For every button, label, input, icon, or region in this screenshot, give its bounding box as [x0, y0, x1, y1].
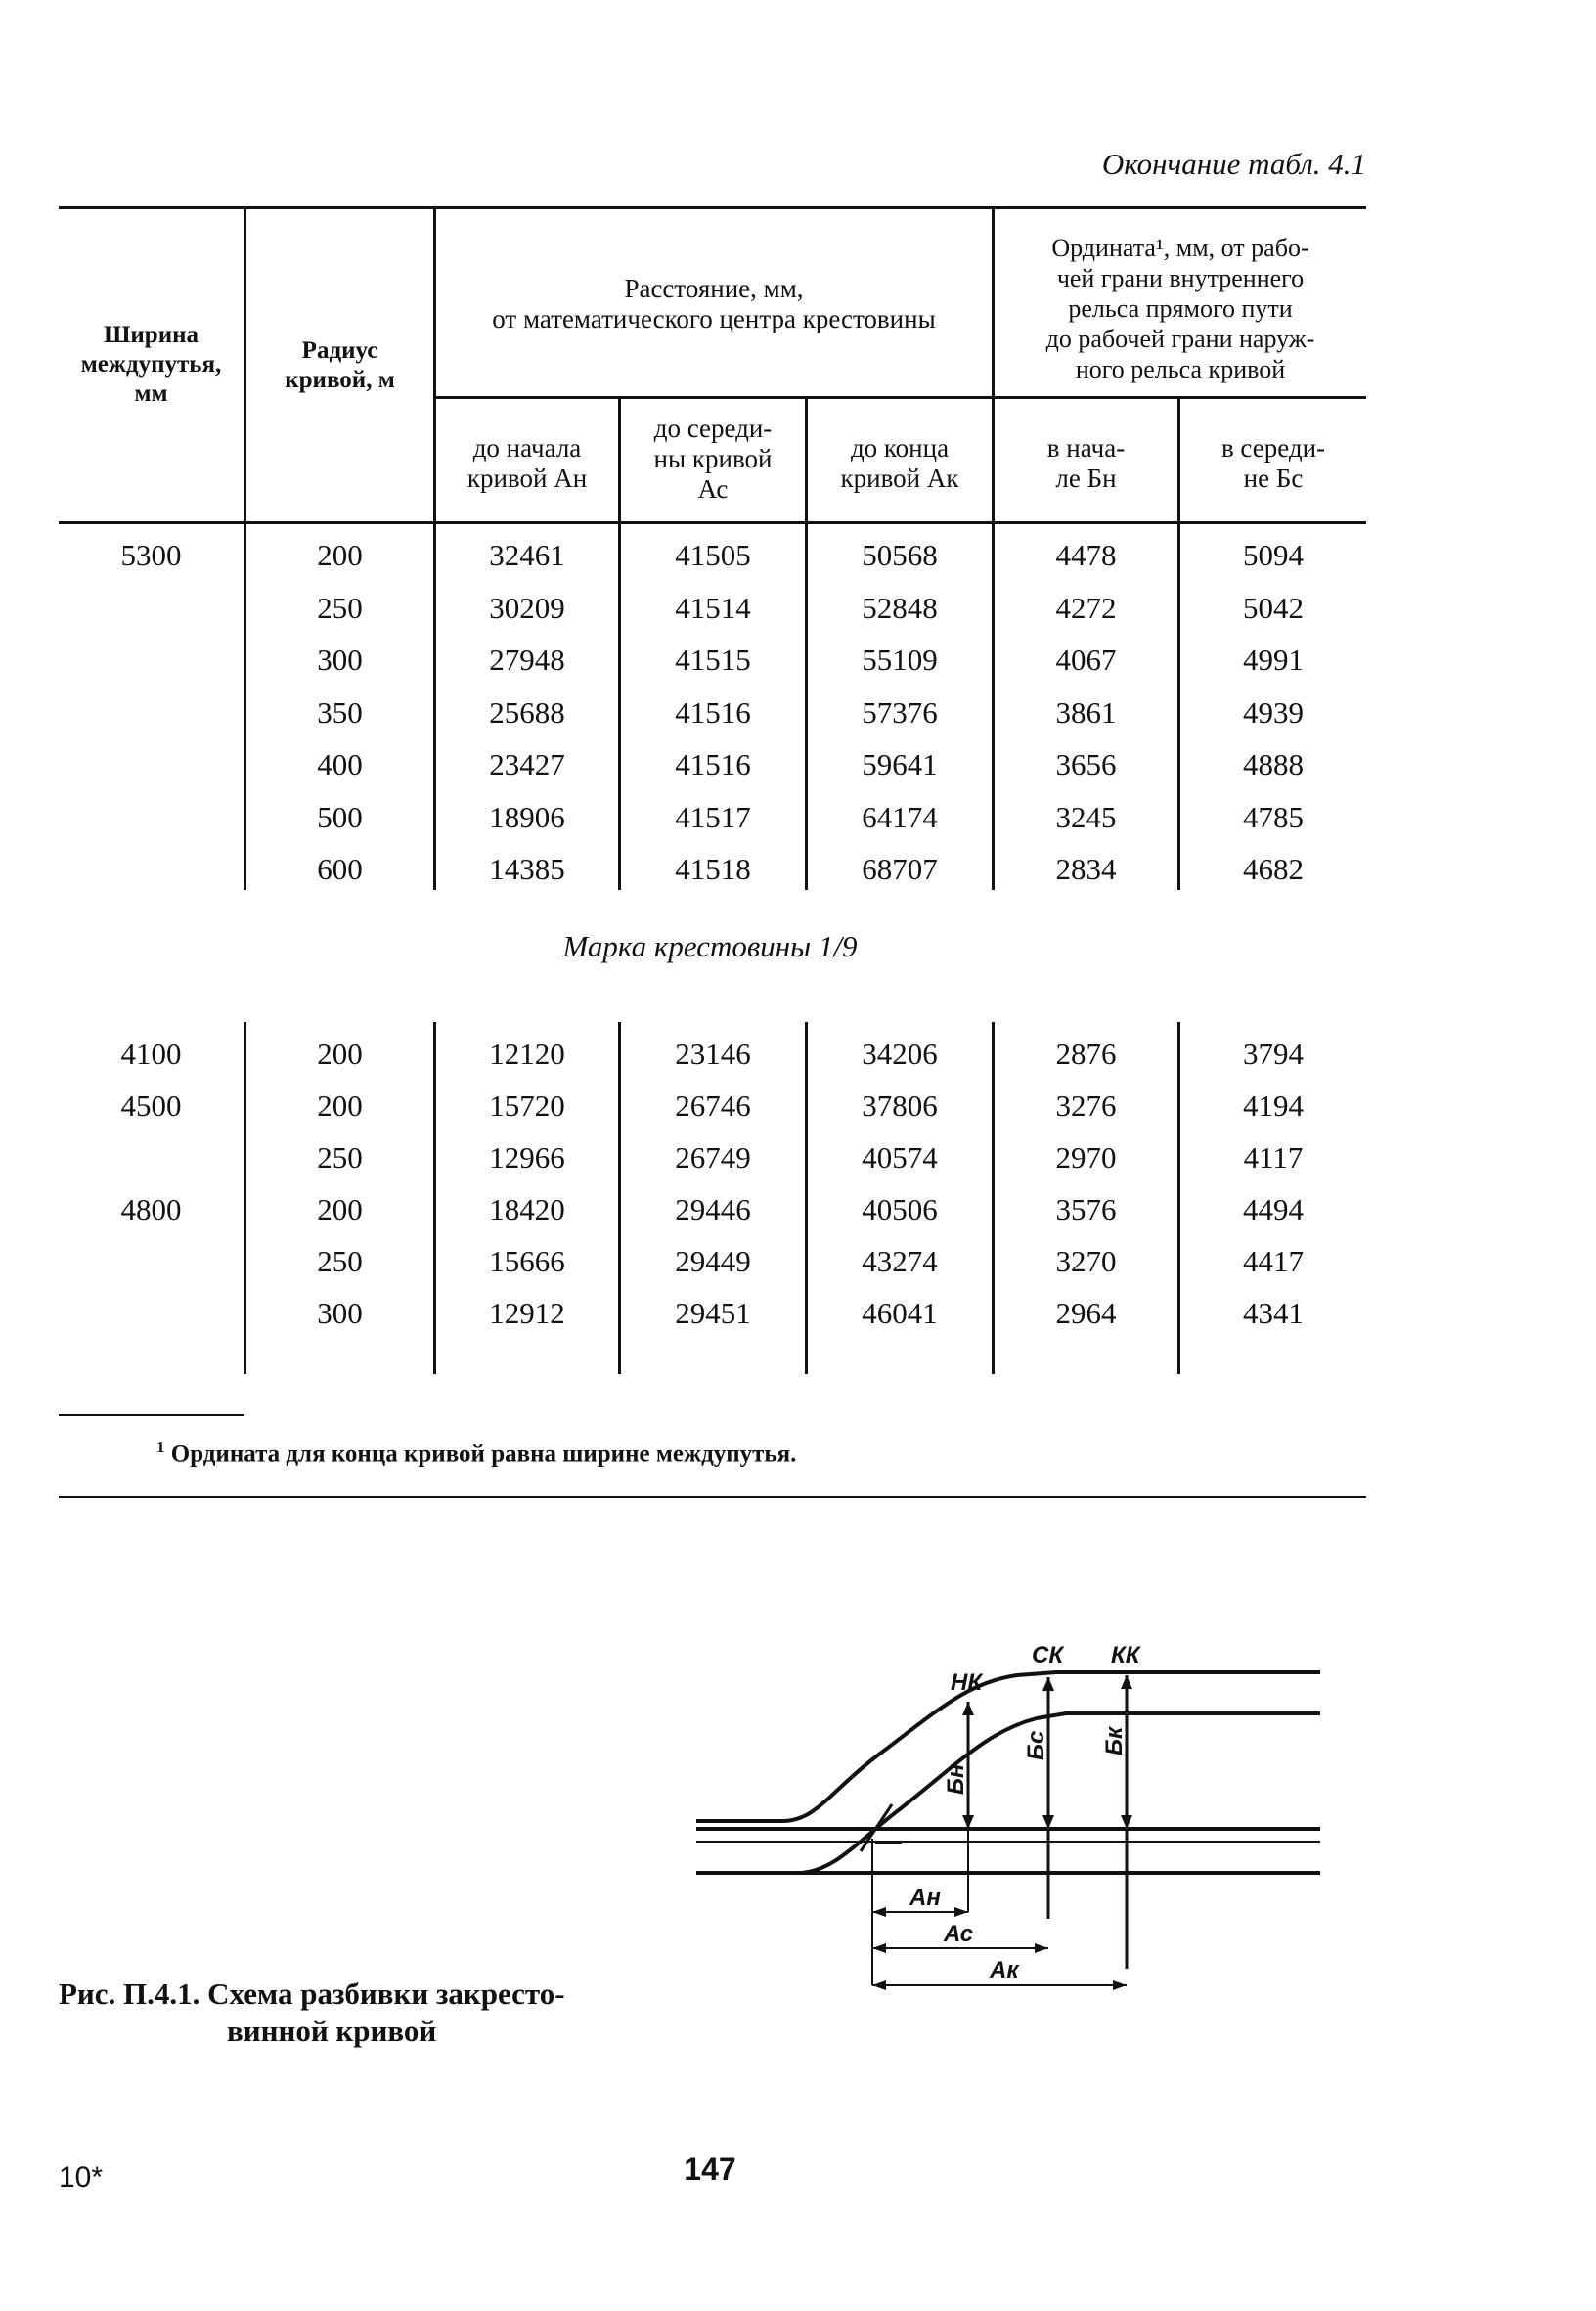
cell-ac: 41516: [675, 747, 751, 781]
label-sk: СК: [1032, 1642, 1064, 1668]
cell-ac: 23146: [675, 1037, 751, 1071]
cell-an: 27948: [489, 643, 565, 677]
arrowhead: [1042, 1815, 1054, 1829]
cell-ak: 57376: [862, 694, 938, 730]
header-ac: до середи- ны кривой Ас: [653, 414, 773, 504]
cell-bn: 2876: [1055, 1037, 1117, 1071]
cell-radius: 500: [317, 799, 363, 834]
cell-ak: 68707: [862, 852, 938, 886]
header-distance-group: Расстояние, мм, от математического центра крестовины: [492, 274, 936, 333]
cell-bn: 4478: [1055, 538, 1117, 572]
arrowhead: [962, 1702, 974, 1715]
caption-line-2: винной кривой: [227, 2014, 437, 2048]
cell-ac: 29446: [675, 1192, 751, 1226]
cell-an: 15720: [489, 1089, 565, 1123]
cell-bn: 3276: [1055, 1089, 1117, 1123]
cell-ak: 46041: [862, 1296, 938, 1330]
label-bc: Бс: [1023, 1730, 1049, 1760]
cell-ak: 37806: [862, 1089, 938, 1123]
arrowhead: [1121, 1675, 1132, 1689]
cell-bc: 4341: [1243, 1296, 1304, 1330]
label-bn: Бн: [943, 1763, 969, 1795]
cell-bn: 3270: [1055, 1244, 1117, 1278]
caption-line-1: Рис. П.4.1. Схема разбивки закресто-: [59, 1977, 565, 2011]
cell-ac: 41518: [675, 852, 751, 886]
cell-ac: 26749: [675, 1140, 751, 1175]
cell-an: 12912: [489, 1296, 565, 1330]
header-bc: в середи- не Бс: [1220, 433, 1326, 493]
cell-bc: 4785: [1243, 799, 1304, 834]
header-bn: в нача- ле Бн: [1046, 433, 1126, 493]
cell-radius: 600: [317, 852, 363, 886]
header-ordinate-group: Ордината¹, мм, от рабо- чей грани внутреннего рельса прямого пути до рабочей грани наруж- ного рельса кривой: [1045, 234, 1315, 383]
curve-outer-rail: [696, 1672, 1320, 1821]
cell-radius: 300: [317, 643, 363, 677]
cell-bn: 3656: [1055, 747, 1117, 781]
cell-width: 4500: [120, 1089, 182, 1123]
cell-radius: 400: [317, 747, 363, 781]
footnote-text: Ордината для конца кривой равна ширине междупутья.: [170, 1441, 797, 1468]
arrowhead: [872, 1980, 886, 1990]
header-an: до начала кривой Ан: [466, 433, 588, 493]
cell-ak: 40574: [862, 1140, 938, 1175]
cell-bn: 2834: [1055, 852, 1117, 886]
cell-ac: 26746: [675, 1089, 751, 1123]
cell-bn: 4067: [1055, 643, 1117, 677]
label-bk: Бк: [1101, 1726, 1128, 1755]
cell-radius: 200: [317, 538, 363, 572]
arrowhead: [962, 1815, 974, 1829]
cell-bn: 3861: [1055, 694, 1117, 730]
label-nk: НК: [951, 1669, 983, 1696]
cell-width: 5300: [120, 538, 182, 572]
footnote-bottom-rule: [59, 1496, 1366, 1498]
cell-bc: 4888: [1243, 747, 1304, 781]
cell-an: 18420: [489, 1192, 565, 1226]
sheet-signature: 10*: [59, 2161, 104, 2194]
cell-an: 18906: [489, 799, 565, 834]
label-ac: Ас: [944, 1921, 974, 1947]
page-number: 147: [684, 2152, 736, 2187]
cell-ak: 64174: [862, 799, 938, 834]
cell-ak: 43274: [862, 1244, 938, 1278]
cell-radius: 250: [317, 590, 363, 625]
cell-ak: 40506: [862, 1192, 938, 1226]
label-an: Ан: [909, 1885, 941, 1911]
cell-bn: 4272: [1055, 590, 1117, 625]
arrowhead: [1121, 1815, 1132, 1829]
cell-ak: 50568: [862, 538, 938, 572]
curve-layout-diagram: [685, 1614, 1330, 2024]
cell-radius: 200: [317, 1037, 363, 1071]
cell-width: 4800: [120, 1192, 182, 1226]
cell-radius: 250: [317, 1140, 363, 1175]
header-width: Ширина междупутья, мм: [80, 322, 222, 407]
cell-bc: 4194: [1243, 1089, 1304, 1123]
cell-an: 15666: [489, 1244, 565, 1278]
cell-radius: 350: [317, 694, 363, 730]
cell-ac: 41505: [675, 538, 751, 572]
cell-an: 25688: [489, 694, 565, 730]
cell-bc: 4939: [1243, 694, 1304, 730]
continuation-label: Окончание табл. 4.1: [1101, 147, 1366, 181]
cell-ac: 41516: [675, 694, 751, 730]
cell-ac: 41514: [675, 590, 751, 625]
cell-ak: 34206: [862, 1037, 938, 1071]
cell-an: 12120: [489, 1037, 565, 1071]
table-top-rule: [59, 206, 1366, 209]
cell-an: 23427: [489, 747, 565, 781]
footnote-mark: 1: [156, 1438, 165, 1456]
arrowhead: [1042, 1677, 1054, 1691]
cell-radius: 250: [317, 1244, 363, 1278]
cell-radius: 300: [317, 1296, 363, 1330]
cell-an: 12966: [489, 1140, 565, 1175]
arrowhead: [1113, 1980, 1127, 1990]
section-title: Марка крестовины 1/9: [562, 929, 858, 963]
cell-ac: 29451: [675, 1296, 751, 1330]
header-radius: Радиус кривой, м: [285, 337, 395, 393]
cell-bn: 3245: [1055, 799, 1117, 834]
cell-ac: 41515: [675, 643, 751, 677]
figure-caption: [59, 1976, 565, 2050]
cell-width: 4100: [120, 1037, 182, 1071]
cell-an: 32461: [489, 538, 565, 572]
cell-bc: 4991: [1243, 643, 1304, 677]
cell-bc: 5094: [1243, 538, 1304, 572]
cell-an: 30209: [489, 590, 565, 625]
arrowhead: [872, 1907, 886, 1917]
footnote: [156, 1438, 796, 1468]
label-kk: КК: [1111, 1642, 1140, 1668]
cell-bc: 4682: [1243, 852, 1304, 886]
cell-ac: 29449: [675, 1244, 751, 1278]
cell-ak: 52848: [862, 590, 938, 625]
cell-bn: 2964: [1055, 1296, 1117, 1330]
cell-bc: 4494: [1243, 1192, 1304, 1226]
cell-ak: 59641: [862, 747, 938, 781]
cell-bc: 3794: [1243, 1037, 1304, 1071]
cell-bc: 4417: [1243, 1244, 1304, 1278]
cell-bn: 2970: [1055, 1140, 1117, 1175]
cell-bc: 4117: [1243, 1140, 1304, 1175]
subheader-rule: [433, 396, 1366, 399]
cell-bn: 3576: [1055, 1192, 1117, 1226]
header-ak: до конца кривой Ак: [840, 433, 959, 493]
cell-ac: 41517: [675, 799, 751, 834]
arrowhead: [872, 1943, 886, 1953]
cell-bc: 5042: [1243, 590, 1304, 625]
cell-ak: 55109: [862, 643, 938, 677]
footnote-rule: [59, 1414, 244, 1416]
cell-radius: 200: [317, 1089, 363, 1123]
label-ak: Ак: [990, 1957, 1019, 1983]
arrowhead: [954, 1907, 968, 1917]
cell-an: 14385: [489, 852, 565, 886]
cell-radius: 200: [317, 1192, 363, 1226]
arrowhead: [1035, 1943, 1048, 1953]
header-bottom-rule: [59, 521, 1366, 524]
